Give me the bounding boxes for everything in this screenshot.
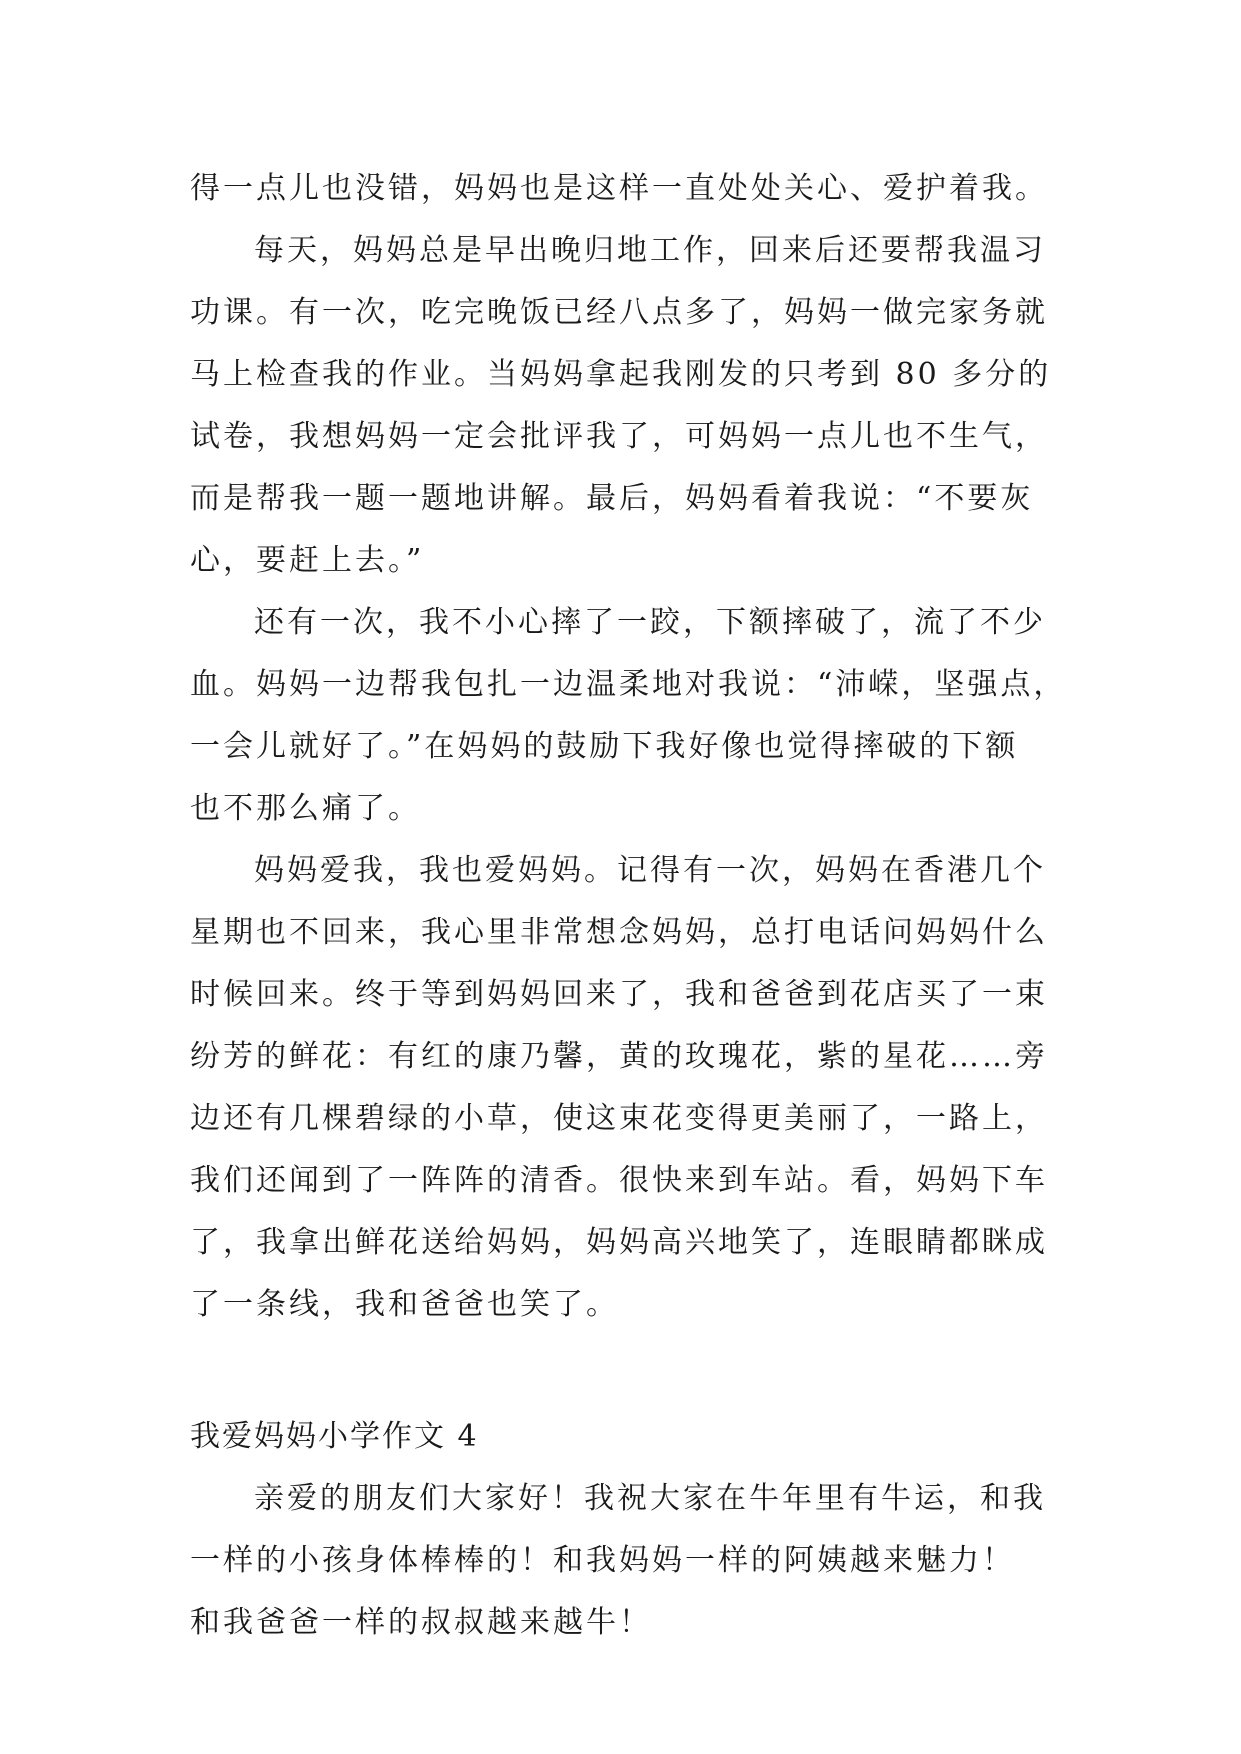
text-line: 一样的小孩身体棒棒的！和我妈妈一样的阿姨越来魅力！ — [190, 1543, 1015, 1578]
text-line: 试卷，我想妈妈一定会批评我了，可妈妈一点儿也不生气， — [190, 419, 1048, 454]
text-line: 心，要赶上去。” — [190, 543, 425, 578]
paragraph-start-line: 每天，妈妈总是早出晚归地工作，回来后还要帮我温习 — [254, 233, 1046, 268]
text-line: 纷芳的鲜花：有红的康乃馨，黄的玫瑰花，紫的星花……旁 — [190, 1039, 1048, 1074]
text-line: 马上检查我的作业。当妈妈拿起我刚发的只考到 80 多分的 — [190, 357, 1052, 392]
text-line: 和我爸爸一样的叔叔越来越牛！ — [190, 1605, 652, 1640]
text-line: 边还有几棵碧绿的小草，使这束花变得更美丽了，一路上， — [190, 1101, 1048, 1136]
text-line: 血。妈妈一边帮我包扎一边温柔地对我说：“沛嵘，坚强点， — [190, 667, 1067, 702]
essay-title: 我爱妈妈小学作文 4 — [190, 1419, 479, 1454]
text-line: 而是帮我一题一题地讲解。最后，妈妈看着我说：“不要灰 — [190, 481, 1034, 516]
text-line: 也不那么痛了。 — [190, 791, 421, 826]
paragraph-start-line: 亲爱的朋友们大家好！我祝大家在牛年里有牛运，和我 — [254, 1481, 1046, 1516]
text-line: 我们还闻到了一阵阵的清香。很快来到车站。看，妈妈下车 — [190, 1163, 1048, 1198]
text-line: 一会儿就好了。”在妈妈的鼓励下我好像也觉得摔破的下额 — [190, 729, 1019, 764]
text-line: 星期也不回来，我心里非常想念妈妈，总打电话问妈妈什么 — [190, 915, 1048, 950]
text-line: 得一点儿也没错，妈妈也是这样一直处处关心、爱护着我。 — [190, 171, 1048, 206]
text-line: 了，我拿出鲜花送给妈妈，妈妈高兴地笑了，连眼睛都眯成 — [190, 1225, 1048, 1260]
section-spacer — [190, 1336, 1070, 1406]
text-line: 了一条线，我和爸爸也笑了。 — [190, 1287, 619, 1322]
text-line: 时候回来。终于等到妈妈回来了，我和爸爸到花店买了一束 — [190, 977, 1048, 1012]
text-line: 功课。有一次，吃完晚饭已经八点多了，妈妈一做完家务就 — [190, 295, 1048, 330]
paragraph-start-line: 还有一次，我不小心摔了一跤，下额摔破了，流了不少 — [254, 605, 1046, 640]
paragraph-start-line: 妈妈爱我，我也爱妈妈。记得有一次，妈妈在香港几个 — [254, 853, 1046, 888]
document-body — [190, 158, 1070, 1654]
